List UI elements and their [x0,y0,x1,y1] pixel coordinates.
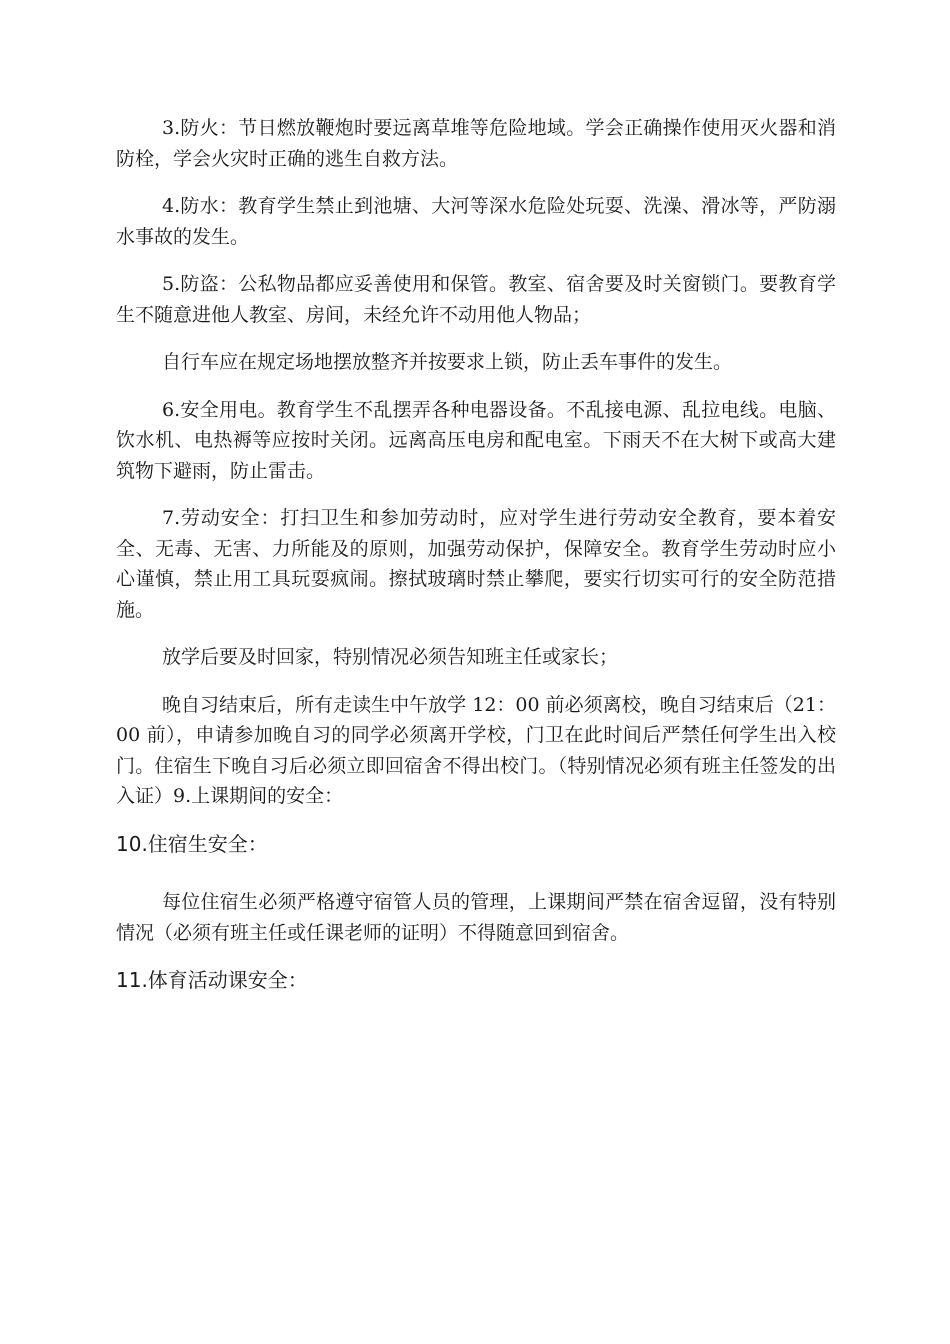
paragraph-electricity-safety: 6.安全用电。教育学生不乱摆弄各种电器设备。不乱接电源、乱拉电线。电脑、饮水机、电热褥等应按时关闭。远离高压电房和配电室。下雨天不在大树下或高大建筑物下避雨，防止雷击。 [116,398,836,482]
paragraph-water-safety: 4.防水：教育学生禁止到池塘、大河等深水危险处玩耍、洗澡、滑冰等，严防溺水事故的发生。 [116,195,836,248]
document-page [116,113,836,1024]
paragraph-labor-safety: 7.劳动安全：打扫卫生和参加劳动时，应对学生进行劳动安全教育，要本着安全、无毒、无害、力所能及的原则，加强劳动保护，保障安全。教育学生劳动时应小心谨慎，禁止用工具玩耍疯闹。擦拭玻璃时禁止攀爬，要实行切实可行的安全防范措施。 [116,507,836,621]
paragraph-theft-prevention: 5.防盗：公私物品都应妥善使用和保管。教室、宿舍要及时关窗锁门。要教育学生不随意进他人教室、房间，未经允许不动用他人物品； [116,273,836,326]
paragraph-after-school: 放学后要及时回家，特别情况必须告知班主任或家长； [162,646,619,668]
paragraph-evening-study: 晚自习结束后，所有走读生中午放学 12：00 前必须离校，晚自习结束后（21：00 前），申请参加晚自习的同学必须离开学校，门卫在此时间后严禁任何学生出入校门。住宿生下晚自习后必须立即回宿舍不得出校门。（特别情况必须有班主任签发的出入证）9.上课期间的安全： [116,693,836,807]
paragraph-boarding-rules: 每位住宿生必须严格遵守宿管人员的管理，上课期间严禁在宿舍逗留，没有特别情况（必须有班主任或任课老师的证明）不得随意回到宿舍。 [116,891,836,944]
heading-pe-safety: 11.体育活动课安全： [116,968,308,992]
heading-boarding-safety: 10.住宿生安全： [116,831,268,856]
paragraph-fire-safety: 3.防火：节日燃放鞭炮时要远离草堆等危险地域。学会正确操作使用灭火器和消防栓，学会火灾时正确的逃生自救方法。 [116,117,836,170]
paragraph-bicycle: 自行车应在规定场地摆放整齐并按要求上锁，防止丢车事件的发生。 [162,351,733,373]
